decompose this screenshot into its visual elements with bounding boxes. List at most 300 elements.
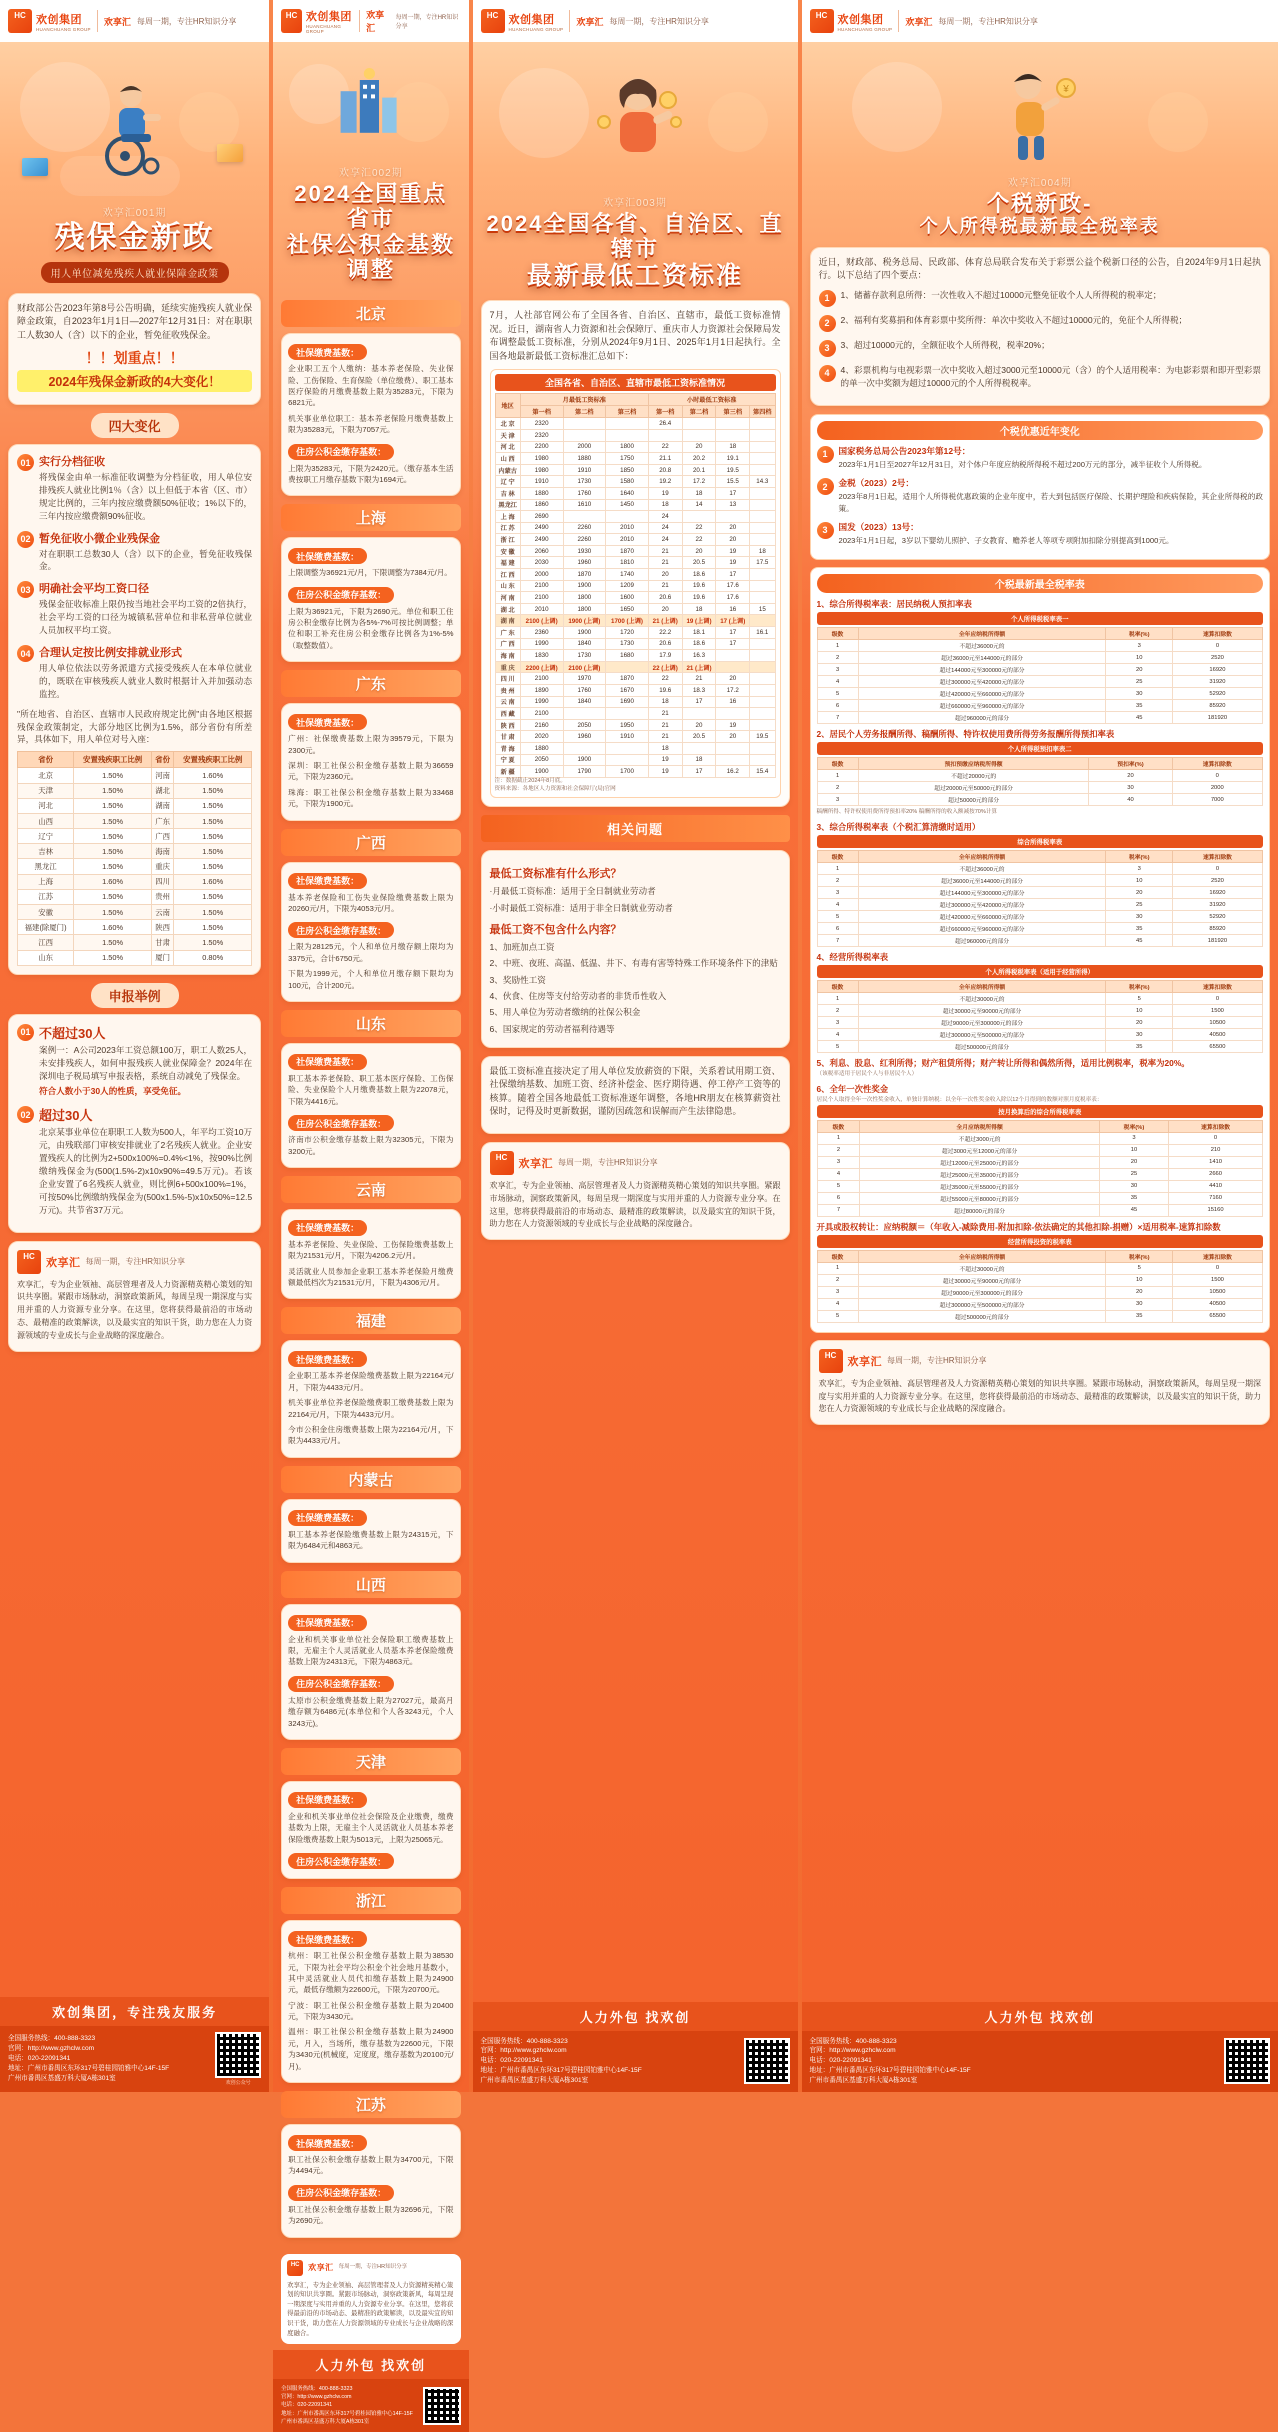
poster-title-2-l2: 社保公积金基数调整 xyxy=(283,232,458,283)
field-label: 社保缴费基数： xyxy=(288,1510,367,1526)
address-1: 地址：广州市番禺区东环317号碧桂园铂雅中心14F-15F xyxy=(281,2410,413,2418)
table-cell xyxy=(750,661,775,673)
table-cell: 1900 (上调) xyxy=(563,615,606,627)
footer-card-4 xyxy=(810,1340,1271,1425)
table-cell: 广 东 xyxy=(495,627,520,639)
wheelchair-person-icon xyxy=(91,74,179,184)
table-cell: 21 (上调) xyxy=(682,661,716,673)
table-cell: 18.3 xyxy=(682,685,716,697)
group-name: 欢创集团 xyxy=(36,11,91,27)
list-item xyxy=(817,521,1264,546)
item-text: 案例一：A公司2023年工资总额100万，职工人数25人，未安排残疾人，如何申报残疾人就业保障金？2024年在深圳电子税局填写申报表格，系统自动减免了残保金。 xyxy=(39,1044,252,1083)
table-cell: 1640 xyxy=(606,487,649,499)
table-cell: 1880 xyxy=(563,453,606,465)
table-row xyxy=(18,768,252,783)
table-cell: 1.50% xyxy=(74,798,152,813)
table-cell: 16.3 xyxy=(682,650,716,662)
table-cell: 35 xyxy=(1106,1041,1172,1053)
qr-code-icon[interactable] xyxy=(215,2032,261,2078)
table-cell: 3 xyxy=(817,794,858,806)
col-region: 地区 xyxy=(495,394,520,418)
table-cell: 辽 宁 xyxy=(495,476,520,488)
region-header: 内蒙古 xyxy=(281,1466,460,1493)
points-list xyxy=(819,289,1262,390)
table-row xyxy=(495,661,775,673)
tax-table-2-note: 稿酬所得、特许权使用费所得预扣率20% 稿酬所得的收入额减按70%计算 xyxy=(817,809,1264,817)
summary-card xyxy=(481,1056,790,1134)
table-cell: 30 xyxy=(1099,1180,1168,1192)
table-cell xyxy=(682,708,716,720)
address-2: 广州市番禺区基盛万科大厦A栋301室 xyxy=(8,2074,169,2084)
hotline: 全国服务热线：400-888-3323 xyxy=(481,2037,642,2047)
item-title: 合理认定按比例安排就业形式 xyxy=(39,644,252,660)
table-cell: 1900 xyxy=(563,754,606,766)
table-cell: 超过36000元至144000元的部分 xyxy=(858,652,1106,664)
field-value: 企业和机关事业单位社会保险及企业缴费，缴费基数为上限，无雇主个人灵活就业人员基本养老保险缴费基数上限为5013元，上限为25065元。 xyxy=(288,1811,453,1845)
footer-tagline: 每周一期，专注HR知识分享 xyxy=(558,1157,658,1168)
table-cell: 1 xyxy=(817,863,858,875)
table-cell: 21 xyxy=(648,557,682,569)
table-row xyxy=(817,993,1263,1005)
table-cell: 山 西 xyxy=(495,453,520,465)
table-row xyxy=(495,627,775,639)
table-cell: 1700 xyxy=(606,766,649,778)
table-cell: 1 xyxy=(817,770,858,782)
table-cell: 17.2 xyxy=(682,476,716,488)
table-cell: 1450 xyxy=(606,499,649,511)
field-value: 今市公积金住房缴费基数上限为22164元/月，下限为4433元/月。 xyxy=(288,1424,453,1447)
table-cell: 1990 xyxy=(520,696,563,708)
region-header: 云南 xyxy=(281,1176,460,1203)
table-header-cell: 第二档 xyxy=(563,406,606,418)
table-cell: 1860 xyxy=(520,499,563,511)
table-source: 资料来源：各地区人力资源和社会保障厅(局)官网 xyxy=(495,786,776,794)
table-cell: 湖南 xyxy=(152,798,174,813)
table-row xyxy=(817,1005,1263,1017)
table-header-cell: 第一档 xyxy=(520,406,563,418)
field-label: 住房公积金缴存基数： xyxy=(288,922,394,938)
table-row xyxy=(817,676,1263,688)
table-cell: 20 xyxy=(1089,770,1172,782)
table-cell: 1600 xyxy=(606,592,649,604)
table-cell: 21 xyxy=(648,731,682,743)
table-cell: 1.50% xyxy=(174,920,252,935)
table-cell xyxy=(750,638,775,650)
table-cell: 18 xyxy=(750,545,775,557)
table-cell: 10 xyxy=(1106,652,1172,664)
table-cell: 2010 xyxy=(606,522,649,534)
city-buildings-icon xyxy=(331,64,411,144)
table-cell: 21 xyxy=(648,545,682,557)
man-with-coin-icon xyxy=(980,58,1100,168)
table-cell: 1870 xyxy=(563,569,606,581)
logo-mark-icon: HC xyxy=(281,9,302,33)
table-cell: 1670 xyxy=(606,685,649,697)
table-cell: 山东 xyxy=(18,950,74,965)
group-logo xyxy=(281,8,353,34)
table-cell: 19 xyxy=(716,719,750,731)
item-number: 03 xyxy=(17,581,34,598)
col-ratio: 安置残疾职工比例 xyxy=(74,752,152,768)
poster-subtitle-1: 用人单位减免残疾人就业保障金政策 xyxy=(41,262,229,283)
table-row xyxy=(495,522,775,534)
woman-with-coins-icon xyxy=(580,60,690,180)
table-row xyxy=(817,782,1263,794)
table-cell: 19 xyxy=(716,557,750,569)
panel-3-minimum-wage xyxy=(473,0,798,2092)
table-header-row xyxy=(18,752,252,768)
changes-card xyxy=(8,444,261,975)
table-cell: 1900 xyxy=(563,580,606,592)
intro-text-1: 财政部公告2023年第8号公告明确，延续实施残疾人就业保障金政策，自2023年1月1日—2027年12月31日：对在职职工人数30人（含）以下的企业，暂免征收残保金。 xyxy=(17,302,252,343)
table-header-cell: 第三档 xyxy=(606,406,649,418)
brand-tagline: 每周一期，专注HR知识分享 xyxy=(609,16,709,27)
table-cell xyxy=(682,742,716,754)
field-label: 社保缴费基数： xyxy=(288,1220,367,1236)
table-cell: 2100 (上调) xyxy=(520,615,563,627)
cases-card xyxy=(8,1014,261,1233)
col-hourly: 小时最低工资标准 xyxy=(648,394,775,406)
table-cell: 超过500000元的部分 xyxy=(858,1041,1106,1053)
issue-label-2: 欢享汇002期 xyxy=(283,164,458,179)
tax-table-6-title: 按月换算后的综合所得税率表 xyxy=(817,1105,1264,1118)
table-header-cell: 全月应纳税所得额 xyxy=(860,1120,1099,1132)
item-title: 暂免征收小微企业残保金 xyxy=(39,530,252,546)
table-cell: 1.50% xyxy=(74,768,152,783)
table-cell xyxy=(648,429,682,441)
table-cell: 40500 xyxy=(1172,1029,1262,1041)
table-header-cell: 预扣预缴应纳税所得额 xyxy=(858,758,1089,770)
ratio-table xyxy=(17,751,252,965)
phone: 电话：020-22091341 xyxy=(810,2056,971,2066)
item-text: 2023年1月1日起，3岁以下婴幼儿照护、子女教育、赡养老人等项专项附加扣除分别提高到1000元。 xyxy=(839,535,1264,546)
table-row xyxy=(817,1262,1263,1274)
tax-table-4 xyxy=(817,980,1264,1053)
table-cell: 1760 xyxy=(563,487,606,499)
table-cell xyxy=(750,708,775,720)
hero-4 xyxy=(802,42,1278,247)
table-cell: 85920 xyxy=(1172,923,1262,935)
group-name-en: HUANCHUANG GROUP xyxy=(36,27,91,32)
issue-label-4: 欢享汇004期 xyxy=(812,174,1269,189)
poster-title-1: 残保金新政 xyxy=(10,221,259,256)
field-value: 宁波：职工社保公积金缴存基数上限为20400元，下限为3430元。 xyxy=(288,2000,453,2023)
col-ratio-2: 安置残疾职工比例 xyxy=(174,752,252,768)
table-row xyxy=(817,1180,1263,1192)
table-row xyxy=(495,534,775,546)
table-row xyxy=(495,511,775,523)
table-cell: 15 xyxy=(750,603,775,615)
table-cell: 1960 xyxy=(563,731,606,743)
table-cell: 超过660000元至960000元的部分 xyxy=(858,700,1106,712)
qa-card xyxy=(481,850,790,1048)
table-cell: 181920 xyxy=(1172,935,1262,947)
region-header: 广东 xyxy=(281,670,460,697)
table-cell: 1580 xyxy=(606,476,649,488)
table-cell xyxy=(750,569,775,581)
table-cell: 4410 xyxy=(1169,1180,1263,1192)
table-cell: 1700 (上调) xyxy=(606,615,649,627)
table-cell: 1760 xyxy=(563,685,606,697)
table-cell xyxy=(750,418,775,430)
item-text: 2、福利有奖募捐和体育彩票中奖所得：单次中奖收入不超过10000元的，免征个人所得税； xyxy=(841,314,1188,327)
table-cell: 不超过20000元的 xyxy=(858,770,1089,782)
field-value: 济南市公积金缴存基数上限为32305元，下限为3200元。 xyxy=(288,1134,453,1157)
list-item xyxy=(819,339,1262,357)
table-cell: 超过3000元至12000元的部分 xyxy=(860,1144,1099,1156)
table-cell xyxy=(606,708,649,720)
highlight-banner-2: 2024年残保金新政的4大变化！ xyxy=(17,370,252,392)
logo-mark-icon: HC xyxy=(819,1349,843,1373)
field-value: 下限为1999元，个人和单位月缴存额下限均为100元，合计200元。 xyxy=(288,968,453,991)
table-cell: 19.5 xyxy=(716,464,750,476)
table-cell: 2660 xyxy=(1169,1168,1263,1180)
bottom-bar-2 xyxy=(273,2379,468,2432)
table-cell: 10 xyxy=(1106,875,1172,887)
list-item xyxy=(17,1023,252,1099)
qr-code-icon[interactable] xyxy=(1224,2038,1270,2084)
answer-list xyxy=(490,941,781,1036)
table-row xyxy=(18,859,252,874)
table-cell xyxy=(750,429,775,441)
table-cell: 云南 xyxy=(152,905,174,920)
table-cell: 超过30000元至90000元的部分 xyxy=(858,1005,1106,1017)
item-number: 01 xyxy=(17,454,34,471)
table-cell: 1910 xyxy=(563,464,606,476)
tax-table-3-title: 综合所得税率表 xyxy=(817,835,1264,848)
table-cell: 31920 xyxy=(1172,899,1262,911)
table-cell: 18 xyxy=(682,487,716,499)
table-cell: 超过660000元至960000元的部分 xyxy=(858,923,1106,935)
table-cell: 1.50% xyxy=(74,950,152,965)
table-cell: 18.6 xyxy=(682,569,716,581)
address-1: 地址：广州市番禺区东环317号碧桂园铂雅中心14F-15F xyxy=(8,2064,169,2074)
table-row xyxy=(817,1017,1263,1029)
website[interactable]: 官网：http://www.gzhclw.com xyxy=(481,2046,642,2056)
table-cell: 1.50% xyxy=(74,889,152,904)
table-cell: 超过36000元至144000元的部分 xyxy=(858,875,1106,887)
brand-sub: 欢享汇 xyxy=(848,1353,883,1369)
answer-line: 2、中班、夜班、高温、低温、井下、有毒有害等特殊工作环境条件下的津贴 xyxy=(490,957,781,970)
field-label: 住房公积金缴存基数： xyxy=(288,587,394,603)
table-cell: 1690 xyxy=(606,696,649,708)
list-item xyxy=(817,445,1264,470)
table-cell: 1750 xyxy=(606,453,649,465)
table-cell xyxy=(606,429,649,441)
tax-table-1-title: 个人所得税税率表一 xyxy=(817,612,1264,625)
table-row xyxy=(817,640,1263,652)
tax-changes-card xyxy=(810,414,1271,561)
field-value: 深圳：职工社保公积金缴存基数上限为36659元，下限为2360元。 xyxy=(288,760,453,783)
ratio-note: "所在地省、自治区、直辖市人民政府规定比例"由各地区根据残保金政策制定，大部分地区比例为1.5%，部分省份有所差异，具体如下，用人单位对号入座： xyxy=(17,708,252,747)
table-row xyxy=(495,453,775,465)
table-cell xyxy=(682,511,716,523)
table-header-cell: 级数 xyxy=(817,1250,858,1262)
table-row xyxy=(495,638,775,650)
table-cell: 10 xyxy=(1106,1005,1172,1017)
table-cell: 20 xyxy=(1106,1017,1172,1029)
region-card xyxy=(281,2124,460,2238)
table-cell: 1.60% xyxy=(74,874,152,889)
table-cell: 超过960000元的部分 xyxy=(858,935,1106,947)
table-cell: 1209 xyxy=(606,580,649,592)
table-cell: 30 xyxy=(1089,782,1172,794)
field-value: 职工基本养老保险、职工基本医疗保险、工伤保险、失业保险个人月缴费基数上限为22078元，下限为4416元。 xyxy=(288,1073,453,1107)
table-cell: 超过300000元至420000元的部分 xyxy=(858,676,1106,688)
qr-code-icon[interactable] xyxy=(744,2038,790,2084)
table-header-row xyxy=(817,981,1263,993)
website[interactable]: 官网：http://www.gzhclw.com xyxy=(8,2044,169,2054)
poster-title-3-l1: 2024全国各省、自治区、直辖市 xyxy=(483,211,788,262)
footer-logo xyxy=(490,1151,781,1175)
table-header-cell: 税率(%) xyxy=(1099,1120,1168,1132)
table-header-cell: 全年应纳税所得额 xyxy=(858,851,1106,863)
decor-blob xyxy=(1148,92,1208,152)
table-cell: 超过20000元至50000元的部分 xyxy=(858,782,1089,794)
table-cell: 15.4 xyxy=(750,766,775,778)
ratio-table-body xyxy=(18,768,252,965)
wage-table-title: 全国各省、自治区、直辖市最低工资标准情况 xyxy=(495,374,776,391)
item-text: 3、超过10000元的，全额征收个人所得税，税率20%； xyxy=(841,339,1050,352)
table-cell: 7 xyxy=(817,1204,860,1216)
table-cell: 15160 xyxy=(1169,1204,1263,1216)
table-cell xyxy=(750,673,775,685)
table-note: 注：数据截止2024年8月底。 xyxy=(495,778,776,786)
table-header-cell: 税率(%) xyxy=(1106,1250,1172,1262)
table-row xyxy=(18,813,252,828)
table-row xyxy=(495,650,775,662)
section-header-changes xyxy=(8,413,261,438)
wage-card xyxy=(481,300,790,807)
list-item xyxy=(17,453,252,523)
table-cell xyxy=(716,661,750,673)
table-cell: 2100 xyxy=(520,580,563,592)
table-cell xyxy=(716,511,750,523)
table-cell: 22 xyxy=(682,522,716,534)
field-value: 上限为36921元，下限为2690元。单位和职工住房公积金缴存比例为各5%-7%可按比例调整；单位和职工补充住房公积金缴存比例各为1%-5%（取整数值）。 xyxy=(288,606,453,652)
table-cell: 江西 xyxy=(18,935,74,950)
item-title: 国家税务总局公告2023年第12号： xyxy=(839,445,1264,457)
table-cell: 江 苏 xyxy=(495,522,520,534)
region-header: 福建 xyxy=(281,1307,460,1334)
table-cell: 陕 西 xyxy=(495,719,520,731)
table-header-row xyxy=(817,1120,1263,1132)
table-cell: 7160 xyxy=(1169,1192,1263,1204)
table-header-cell: 速算扣除数 xyxy=(1172,628,1262,640)
field-label: 社保缴费基数： xyxy=(288,1351,367,1367)
table-row xyxy=(495,615,775,627)
decor-blob xyxy=(852,62,942,152)
table-cell: 河 北 xyxy=(495,441,520,453)
table-cell: 16 xyxy=(716,603,750,615)
table-cell: 云 南 xyxy=(495,696,520,708)
table-cell: 18.1 xyxy=(682,627,716,639)
table-cell: 1650 xyxy=(606,603,649,615)
tax-table-2-title: 个人所得税预扣率表二 xyxy=(817,742,1264,755)
table-cell: 青 海 xyxy=(495,742,520,754)
table-cell: 21 xyxy=(648,580,682,592)
table-cell: 17 (上调) xyxy=(716,615,750,627)
table-cell: 1730 xyxy=(563,650,606,662)
table-row xyxy=(817,1041,1263,1053)
table-header-cell: 级数 xyxy=(817,981,858,993)
table-cell: 1970 xyxy=(563,673,606,685)
table-cell: 3 xyxy=(1099,1132,1168,1144)
group-logo xyxy=(810,9,893,33)
table-cell: 超过300000元至500000元的部分 xyxy=(858,1029,1106,1041)
tax-table-7 xyxy=(817,1250,1264,1323)
field-value: 企业职工基本养老保险缴费基数上限为22164元/月，下限为4433元/月。 xyxy=(288,1370,453,1393)
tax-subtitle-7: 开具或股权转让：应纳税额＝（年收入-减除费用-附加扣除-依法确定的其他扣除-捐赠）×适用税率-速算扣除数 xyxy=(817,1221,1264,1233)
table-body xyxy=(817,1132,1263,1216)
intro-text-4: 近日，财政部、税务总局、民政部、体育总局联合发布关于彩票公益个税新口径的公告，自2024年9月1日起执行。以下总结了四个要点： xyxy=(819,256,1262,283)
table-cell: 24 xyxy=(648,534,682,546)
table-cell: 22 xyxy=(648,441,682,453)
region-header: 北京 xyxy=(281,300,460,327)
table-cell: 2100 xyxy=(520,708,563,720)
intro-card-4 xyxy=(810,247,1271,406)
table-cell: 17 xyxy=(716,638,750,650)
footer-logo xyxy=(287,2260,454,2276)
table-cell: 2000 xyxy=(520,569,563,581)
table-cell: 2060 xyxy=(520,545,563,557)
table-header-cell: 级数 xyxy=(817,851,858,863)
table-cell: 65500 xyxy=(1172,1041,1262,1053)
table-cell: 17 xyxy=(716,487,750,499)
decor-blob xyxy=(499,68,589,158)
table-cell: 不超过30000元的 xyxy=(858,1262,1106,1274)
table-cell: 17.6 xyxy=(716,592,750,604)
table-cell: 25 xyxy=(1106,899,1172,911)
footer-tagline: 每周一期，专注HR知识分享 xyxy=(887,1355,987,1366)
table-header-cell: 税率(%) xyxy=(1106,628,1172,640)
table-cell: 19 xyxy=(648,754,682,766)
table-cell: 辽宁 xyxy=(18,829,74,844)
table-cell: 20 xyxy=(1106,664,1172,676)
table-cell: 1 xyxy=(817,640,858,652)
table-cell: 20 xyxy=(716,522,750,534)
table-cell: 2000 xyxy=(1172,782,1262,794)
table-cell: 4 xyxy=(817,676,858,688)
table-cell: 1.60% xyxy=(174,768,252,783)
poster-title-4-l2: 个人所得税最新最全税率表 xyxy=(812,216,1269,237)
table-cell: 山西 xyxy=(18,813,74,828)
hotline: 全国服务热线：400-888-3323 xyxy=(281,2385,413,2393)
table-cell: 广东 xyxy=(152,813,174,828)
address-2: 广州市番禺区基盛万科大厦A栋301室 xyxy=(281,2418,413,2426)
table-cell: 20 xyxy=(1106,1286,1172,1298)
phone: 电话：020-22091341 xyxy=(281,2401,413,2409)
table-cell: 1.50% xyxy=(174,889,252,904)
item-text: 2023年1月1日至2027年12月31日，对个体户年度应纳税所得税不超过200万元的部分，减半征收个人所得税。 xyxy=(839,459,1264,470)
website[interactable]: 官网：http://www.gzhclw.com xyxy=(810,2046,971,2056)
website[interactable]: 官网：http://www.gzhclw.com xyxy=(281,2393,413,2401)
table-cell xyxy=(750,754,775,766)
table-cell: 江 西 xyxy=(495,569,520,581)
table-cell: 22 xyxy=(682,534,716,546)
field-value: 灵活就业人员参加企业职工基本养老保险月缴费额最低档次为21531元/月，下限为4306元/月。 xyxy=(288,1266,453,1289)
table-row xyxy=(817,1144,1263,1156)
table-cell: 2490 xyxy=(520,522,563,534)
table-row xyxy=(817,712,1263,724)
table-cell xyxy=(750,464,775,476)
item-conclusion: 符合人数小于30人的性质，享受免征。 xyxy=(39,1085,252,1098)
table-cell: 1950 xyxy=(606,719,649,731)
table-cell xyxy=(750,441,775,453)
table-cell: 广西 xyxy=(152,829,174,844)
qr-code-icon[interactable] xyxy=(423,2387,461,2425)
table-cell: 18 xyxy=(682,603,716,615)
